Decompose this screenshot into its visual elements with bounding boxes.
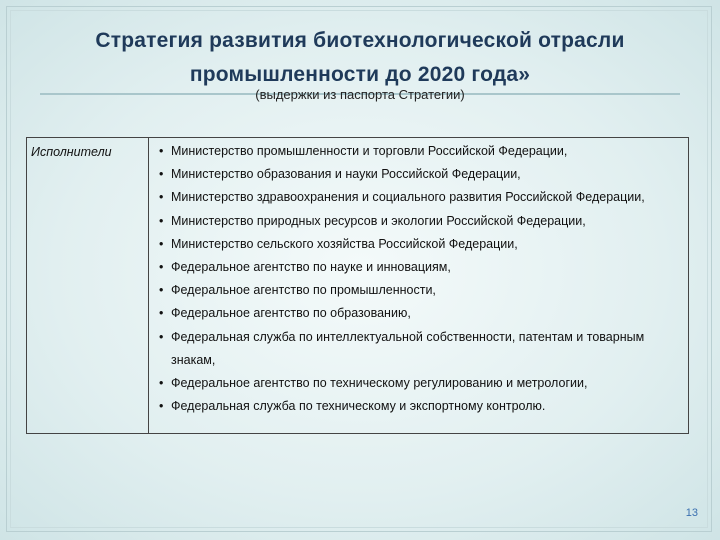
table-row (27, 138, 689, 434)
title-line-1: Стратегия развития биотехнологической отрасли (95, 29, 625, 52)
list-item: • Федеральное агентство по техническому регулированию и метрологии, (159, 372, 680, 395)
list-item: • Федеральное агентство по науке и инновациям, (159, 256, 680, 279)
list-item: • Министерство образования и науки Российской Федерации, (159, 163, 680, 186)
list-item: • Министерство промышленности и торговли Российской Федерации, (159, 140, 680, 163)
list-item: • Министерство сельского хозяйства Российской Федерации, (159, 233, 680, 256)
slide-subtitle: (выдержки из паспорта Стратегии) (255, 87, 465, 102)
slide-title (40, 24, 680, 92)
list-item: • Федеральная служба по интеллектуальной собственности, патентам и товарным знакам, (159, 326, 680, 372)
list-item: • Федеральное агентство по образованию, (159, 302, 680, 325)
list-item: • Министерство природных ресурсов и экологии Российской Федерации, (159, 210, 680, 233)
executors-label: Исполнители (27, 138, 149, 434)
executors-list (159, 140, 680, 418)
list-item: • Федеральное агентство по промышленности, (159, 279, 680, 302)
page-number: 13 (685, 507, 698, 519)
executors-cell (149, 138, 689, 434)
title-line-2: промышленности до 2020 года» (189, 63, 531, 86)
strategy-passport-table (26, 137, 689, 434)
list-item: • Министерство здравоохранения и социального развития Российской Федерации, (159, 186, 680, 209)
list-item: • Федеральная служба по техническому и экспортному контролю. (159, 395, 680, 418)
